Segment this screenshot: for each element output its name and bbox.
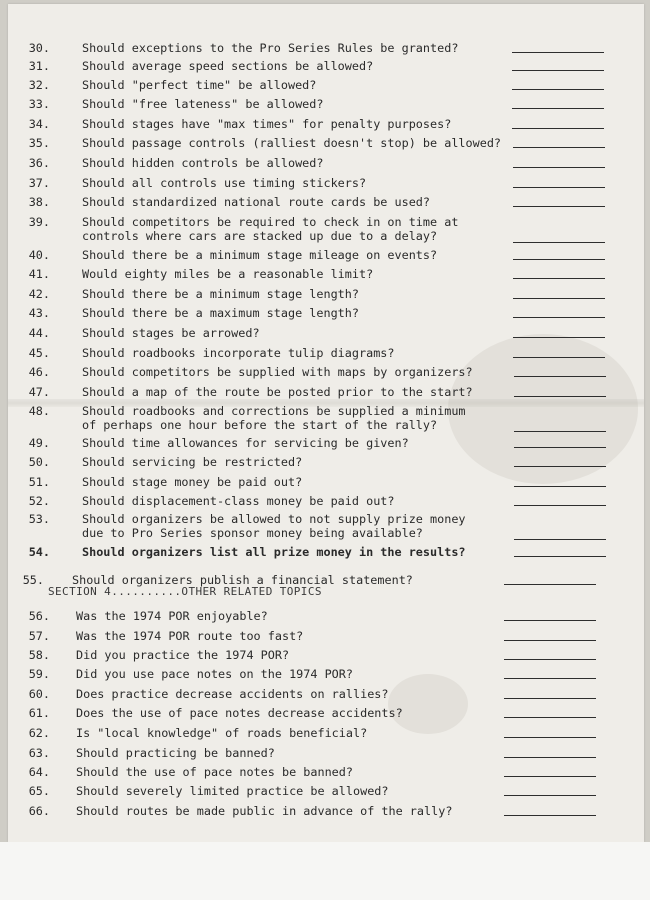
answer-blank[interactable] (504, 717, 596, 718)
question-text: Does practice decrease accidents on rallies? (76, 687, 389, 701)
question-text: Should competitors be required to check in on time at (82, 215, 459, 229)
answer-blank[interactable] (514, 466, 606, 467)
question-text: Should there be a minimum stage mileage on events? (82, 248, 438, 262)
question-text: Should organizers be allowed to not supply prize money (82, 512, 466, 526)
question-text: Was the 1974 POR enjoyable? (76, 609, 268, 623)
question-number: 35. (28, 136, 50, 150)
answer-blank[interactable] (504, 757, 596, 758)
question-text: Should displacement-class money be paid out? (82, 494, 395, 508)
question-number: 65. (28, 784, 50, 798)
question-row (8, 723, 644, 743)
question-row (8, 173, 644, 193)
question-number: 57. (28, 629, 50, 643)
question-row (8, 781, 644, 801)
question-row (8, 509, 644, 543)
question-row (8, 645, 644, 665)
question-text: Should severely limited practice be allowed? (76, 784, 389, 798)
question-text: Should organizers list all prize money in the results? (82, 545, 466, 559)
question-number: 66. (28, 804, 50, 818)
question-text: Should standardized national route cards be used? (82, 195, 431, 209)
question-row (8, 264, 644, 284)
question-row (8, 491, 644, 511)
question-number: 56. (28, 609, 50, 623)
answer-blank[interactable] (514, 539, 606, 540)
question-text: Should competitors be supplied with maps by organizers? (82, 365, 473, 379)
question-row (8, 284, 644, 304)
answer-blank[interactable] (513, 206, 605, 207)
answer-blank[interactable] (504, 659, 596, 660)
question-text: Should there be a minimum stage length? (82, 287, 359, 301)
question-number: 39. (28, 215, 50, 229)
question-number: 40. (28, 248, 50, 262)
answer-blank[interactable] (504, 795, 596, 796)
question-number: 50. (28, 455, 50, 469)
answer-blank[interactable] (513, 167, 605, 168)
question-text: Should the use of pace notes be banned? (76, 765, 353, 779)
question-number: 53. (28, 512, 50, 526)
answer-blank[interactable] (513, 147, 605, 148)
questionnaire-page (8, 4, 644, 842)
question-text: Should "perfect time" be allowed? (82, 78, 317, 92)
question-text: Should a map of the route be posted prior to the start? (82, 385, 473, 399)
answer-blank[interactable] (513, 187, 605, 188)
question-list (8, 4, 644, 842)
question-row (8, 343, 644, 363)
answer-blank[interactable] (504, 584, 596, 585)
question-row (8, 542, 644, 562)
question-number: 60. (28, 687, 50, 701)
question-text: Should roadbooks incorporate tulip diagrams? (82, 346, 395, 360)
question-row (8, 401, 644, 435)
question-text: Should practicing be banned? (76, 746, 275, 760)
question-text: Would eighty miles be a reasonable limit? (82, 267, 374, 281)
question-row (8, 382, 644, 402)
question-text: Should "free lateness" be allowed? (82, 97, 324, 111)
answer-blank[interactable] (514, 396, 606, 397)
question-text: Should hidden controls be allowed? (82, 156, 324, 170)
question-number: 32. (28, 78, 50, 92)
answer-blank[interactable] (513, 278, 605, 279)
question-row (8, 664, 644, 684)
question-number: 43. (28, 306, 50, 320)
question-row (8, 192, 644, 212)
question-text: Did you practice the 1974 POR? (76, 648, 290, 662)
question-text: Should stages have "max times" for penalty purposes? (82, 117, 452, 131)
answer-blank[interactable] (504, 698, 596, 699)
question-row (8, 362, 644, 382)
question-number: 38. (28, 195, 50, 209)
question-row (8, 133, 644, 153)
answer-blank[interactable] (514, 431, 606, 432)
question-text: Should passage controls (ralliest doesn't stop) be allowed? (82, 136, 502, 150)
question-number: 42. (28, 287, 50, 301)
question-number: 45. (28, 346, 50, 360)
answer-blank[interactable] (512, 70, 604, 71)
question-text-continued: due to Pro Series sponsor money being available? (82, 526, 423, 540)
question-row (8, 75, 644, 95)
scan-margin (0, 842, 650, 900)
question-number: 34. (28, 117, 50, 131)
question-row (8, 323, 644, 343)
question-number: 33. (28, 97, 50, 111)
question-row (8, 762, 644, 782)
question-text: Should organizers publish a financial statement? (72, 573, 413, 587)
question-number: 51. (28, 475, 50, 489)
question-row (8, 452, 644, 472)
answer-blank[interactable] (513, 259, 605, 260)
answer-blank[interactable] (512, 108, 604, 109)
answer-blank[interactable] (504, 815, 596, 816)
question-text: Should routes be made public in advance of the rally? (76, 804, 453, 818)
question-text: Should servicing be restricted? (82, 455, 303, 469)
question-row (8, 684, 644, 704)
answer-blank[interactable] (514, 556, 606, 557)
question-number: 63. (28, 746, 50, 760)
question-number: 41. (28, 267, 50, 281)
question-number: 48. (28, 404, 50, 418)
answer-blank[interactable] (514, 486, 606, 487)
question-text: Did you use pace notes on the 1974 POR? (76, 667, 353, 681)
answer-blank[interactable] (513, 337, 605, 338)
question-number: 62. (28, 726, 50, 740)
question-text-continued: of perhaps one hour before the start of the rally? (82, 418, 438, 432)
question-number: 44. (28, 326, 50, 340)
question-text: Should average speed sections be allowed? (82, 59, 374, 73)
question-number: 55. (22, 573, 44, 587)
question-row (8, 38, 644, 58)
question-number: 46. (28, 365, 50, 379)
question-row (8, 94, 644, 114)
question-number: 54. (28, 545, 50, 559)
question-row (8, 303, 644, 323)
question-number: 37. (28, 176, 50, 190)
answer-blank[interactable] (504, 640, 596, 641)
question-row (8, 212, 644, 246)
question-text: Is "local knowledge" of roads beneficial? (76, 726, 368, 740)
answer-blank[interactable] (504, 620, 596, 621)
question-row (8, 606, 644, 626)
answer-blank[interactable] (513, 298, 605, 299)
question-text: Should stages be arrowed? (82, 326, 260, 340)
question-row (8, 801, 644, 821)
question-text: Should there be a maximum stage length? (82, 306, 359, 320)
question-number: 52. (28, 494, 50, 508)
answer-blank[interactable] (514, 447, 606, 448)
question-text-continued: controls where cars are stacked up due to a delay? (82, 229, 438, 243)
question-number: 47. (28, 385, 50, 399)
question-number: 30. (28, 41, 50, 55)
question-number: 61. (28, 706, 50, 720)
question-row (8, 433, 644, 453)
question-row (8, 153, 644, 173)
question-number: 31. (28, 59, 50, 73)
question-text: Does the use of pace notes decrease accidents? (76, 706, 403, 720)
question-row (8, 56, 644, 76)
answer-blank[interactable] (514, 376, 606, 377)
answer-blank[interactable] (504, 737, 596, 738)
question-number: 36. (28, 156, 50, 170)
question-text: Should roadbooks and corrections be supplied a minimum (82, 404, 466, 418)
question-number: 64. (28, 765, 50, 779)
question-row (8, 743, 644, 763)
question-row (8, 703, 644, 723)
answer-blank[interactable] (504, 776, 596, 777)
answer-blank[interactable] (514, 505, 606, 506)
question-number: 59. (28, 667, 50, 681)
section-heading: SECTION 4..........OTHER RELATED TOPICS (48, 585, 322, 598)
question-text: Should exceptions to the Pro Series Rules be granted? (82, 41, 459, 55)
question-number: 58. (28, 648, 50, 662)
question-text: Should all controls use timing stickers? (82, 176, 367, 190)
answer-blank[interactable] (513, 357, 605, 358)
question-text: Should time allowances for servicing be given? (82, 436, 409, 450)
answer-blank[interactable] (513, 242, 605, 243)
question-text: Should stage money be paid out? (82, 475, 303, 489)
question-row (8, 114, 644, 134)
answer-blank[interactable] (513, 317, 605, 318)
answer-blank[interactable] (504, 678, 596, 679)
answer-blank[interactable] (512, 52, 604, 53)
question-row (8, 245, 644, 265)
question-number: 49. (28, 436, 50, 450)
question-row (8, 472, 644, 492)
answer-blank[interactable] (512, 128, 604, 129)
question-text: Was the 1974 POR route too fast? (76, 629, 304, 643)
answer-blank[interactable] (512, 89, 604, 90)
question-row (8, 626, 644, 646)
